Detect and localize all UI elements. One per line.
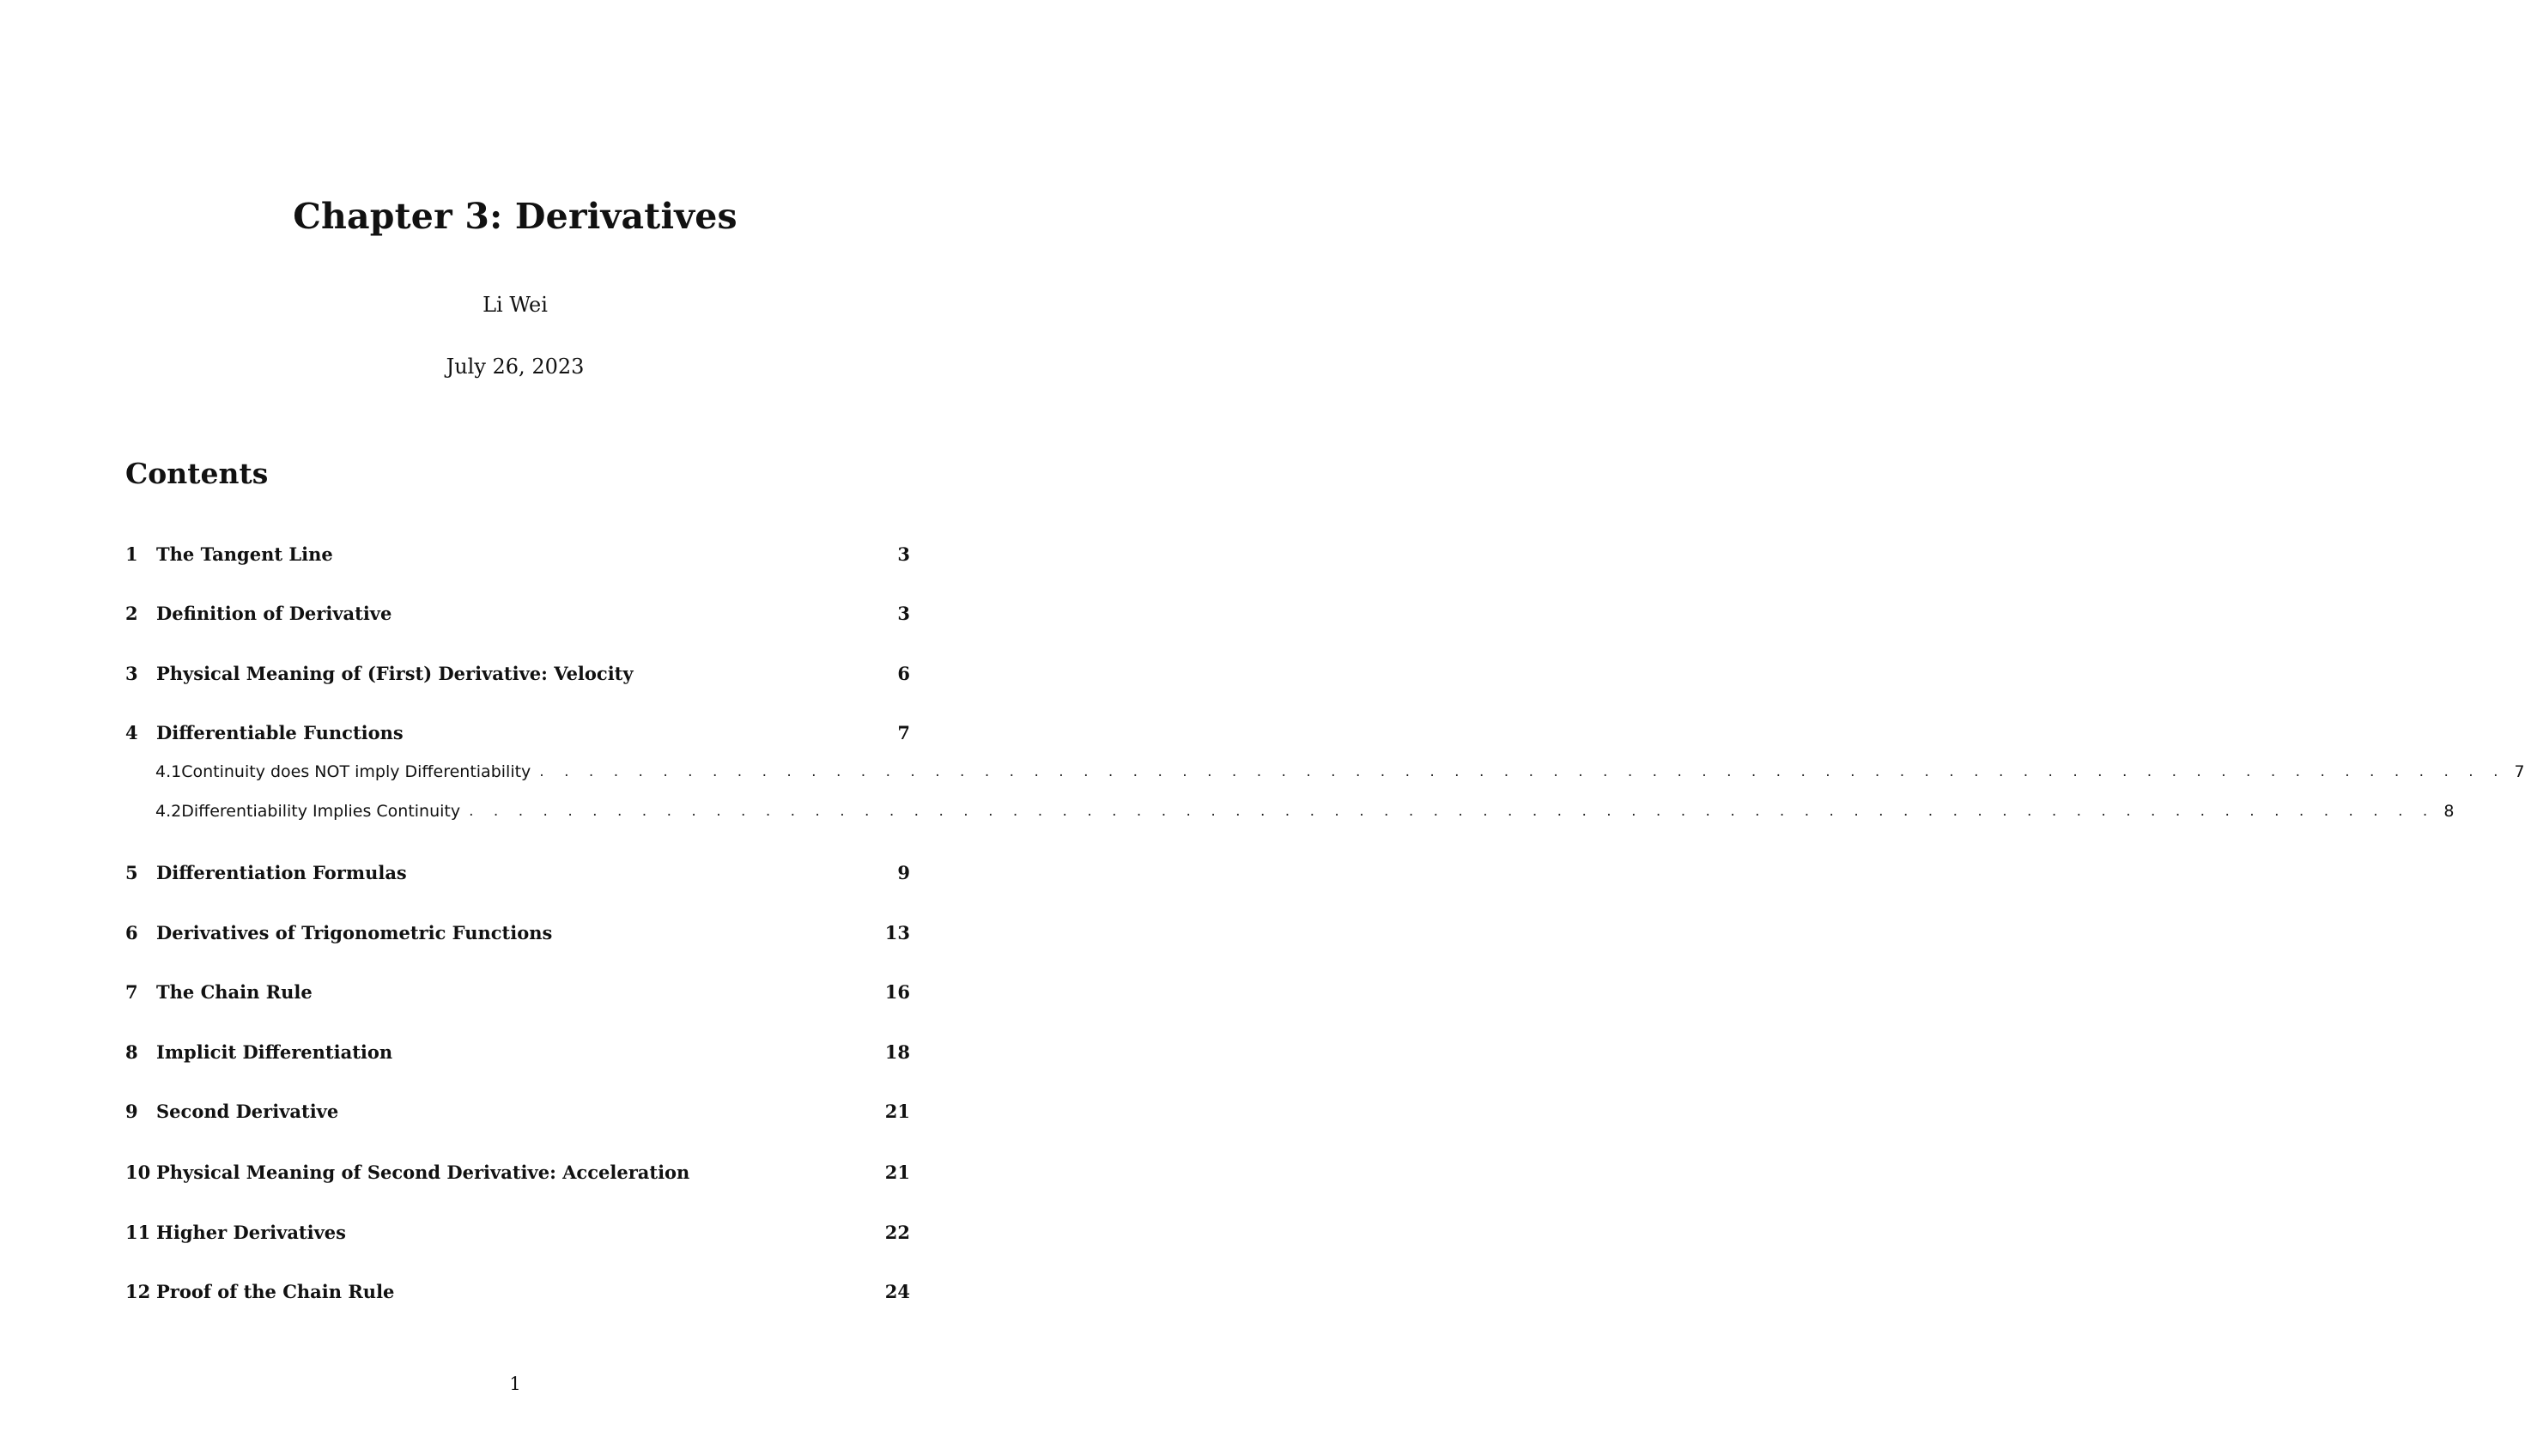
toc-entry-section[interactable] (125, 1219, 910, 1245)
toc-entry-page: 7 (897, 721, 910, 743)
toc-entry-page: 3 (897, 543, 910, 565)
toc-entry-number: 4.1 (155, 762, 182, 781)
toc-entry-page: 21 (884, 1161, 910, 1183)
toc-entry-number: 12 (125, 1280, 151, 1302)
toc-entry-section[interactable] (125, 1098, 910, 1124)
toc-entry-number: 3 (125, 662, 138, 684)
toc-heading: Contents (125, 457, 269, 490)
toc-entry-title: Continuity does NOT imply Differentiability (181, 762, 531, 781)
toc-entry-section[interactable] (125, 719, 910, 745)
toc-entry-title: The Chain Rule (156, 980, 313, 1003)
toc-entry-number: 9 (125, 1100, 138, 1122)
toc-entry-page: 22 (884, 1221, 910, 1243)
toc-entry-page: 9 (897, 861, 910, 883)
toc-entry-section[interactable] (125, 859, 910, 885)
toc-entry-title: Implicit Differentiation (156, 1040, 393, 1063)
toc-entry-section[interactable] (125, 1278, 910, 1304)
toc-entry-page: 8 (2443, 802, 2455, 821)
document-author: Li Wei (483, 293, 548, 317)
toc-entry-title: Derivatives of Trigonometric Functions (156, 921, 553, 943)
toc-entry-title: Proof of the Chain Rule (156, 1280, 395, 1302)
toc-entry-page: 24 (884, 1280, 910, 1302)
toc-entry-subsection[interactable] (125, 759, 2525, 785)
table-of-contents (125, 0, 2525, 1456)
toc-entry-page: 18 (884, 1040, 910, 1063)
toc-entry-number: 4.2 (155, 802, 182, 821)
toc-entry-title: Differentiation Formulas (156, 861, 407, 883)
toc-entry-page: 7 (2514, 762, 2525, 781)
toc-entry-number: 6 (125, 921, 138, 943)
toc-entry-number: 10 (125, 1161, 151, 1183)
toc-entry-number: 8 (125, 1040, 138, 1063)
toc-entry-title: Second Derivative (156, 1100, 339, 1122)
toc-entry-section[interactable] (125, 919, 910, 945)
toc-dot-leader: . . . . . . . . . . . . . . . . . . . . . . . . . . . . . . . . . . . . . . . . . . . . . . . . . . . . . . . . . . . . . . . . . . . . . . . . . . . . . . . . (469, 803, 2436, 820)
toc-entry-section[interactable] (125, 660, 910, 686)
toc-entry-title: Differentiability Implies Continuity (181, 802, 461, 821)
toc-entry-number: 5 (125, 861, 138, 883)
document-title: Chapter 3: Derivatives (293, 196, 737, 237)
toc-entry-number: 1 (125, 543, 138, 565)
toc-entry-number: 4 (125, 721, 138, 743)
toc-entry-section[interactable] (125, 1039, 910, 1065)
toc-entry-section[interactable] (125, 1159, 910, 1185)
toc-entry-page: 13 (884, 921, 910, 943)
toc-entry-number: 11 (125, 1221, 151, 1243)
toc-entry-page: 3 (897, 602, 910, 624)
toc-entry-section[interactable] (125, 600, 910, 626)
toc-entry-page: 16 (884, 980, 910, 1003)
toc-entry-section[interactable] (125, 541, 910, 567)
toc-dot-leader: . . . . . . . . . . . . . . . . . . . . . . . . . . . . . . . . . . . . . . . . . . . . . . . . . . . . . . . . . . . . . . . . . . . . . . . . . . . . . . . . (539, 763, 2506, 780)
toc-entry-title: Physical Meaning of (First) Derivative: Velocity (156, 662, 634, 684)
toc-entry-page: 21 (884, 1100, 910, 1122)
toc-entry-title: Higher Derivatives (156, 1221, 346, 1243)
page-number-footer: 1 (509, 1374, 521, 1394)
toc-entry-number: 2 (125, 602, 138, 624)
toc-entry-title: Physical Meaning of Second Derivative: Acceleration (156, 1161, 690, 1183)
toc-entry-section[interactable] (125, 979, 910, 1004)
document-date: July 26, 2023 (446, 355, 585, 379)
toc-entry-subsection[interactable] (125, 798, 2455, 824)
toc-entry-title: Definition of Derivative (156, 602, 392, 624)
toc-entry-title: Differentiable Functions (156, 721, 404, 743)
toc-entry-page: 6 (897, 662, 910, 684)
toc-entry-number: 7 (125, 980, 138, 1003)
toc-entry-title: The Tangent Line (156, 543, 333, 565)
